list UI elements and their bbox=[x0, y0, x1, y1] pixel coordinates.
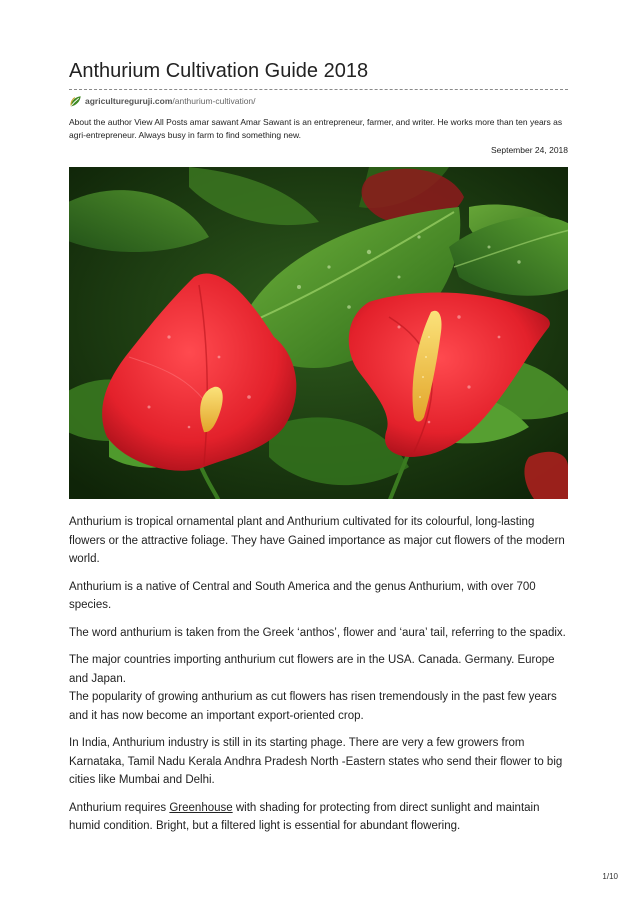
article-body bbox=[69, 513, 568, 845]
source-line bbox=[69, 94, 256, 108]
publish-date: September 24, 2018 bbox=[490, 145, 568, 155]
leaf-logo-icon bbox=[69, 95, 82, 108]
anthurium-photo bbox=[69, 167, 568, 499]
paragraph: The word anthurium is taken from the Greek ‘anthos’, flower and ‘aura’ tail, referring to the spadix. bbox=[69, 626, 566, 639]
title-divider bbox=[69, 89, 568, 90]
paragraph: Anthurium is a native of Central and South America and the genus Anthurium, with over 700 species. bbox=[69, 580, 536, 611]
paragraph: The major countries importing anthurium cut flowers are in the USA. Canada. Germany. Europe and Japan. bbox=[69, 654, 555, 685]
source-path: /anthurium-cultivation/ bbox=[172, 96, 256, 106]
author-blurb: About the author View All Posts amar sawant Amar Sawant is an entrepreneur, farmer, and writer. He works more than ten years as agri-entrepreneur. Always busy in farm to find something new. bbox=[69, 117, 563, 140]
paragraph: Anthurium is tropical ornamental plant and Anthurium cultivated for its colourful, long-lasting flowers or the attractive foliage. They have Gained importance as major cut flowers of the modern world. bbox=[69, 516, 565, 565]
paragraph-with-link bbox=[69, 799, 568, 836]
source-domain-link[interactable]: agricultureguruji.com bbox=[85, 96, 173, 106]
page-number: 1/10 bbox=[602, 872, 618, 881]
paragraph: The popularity of growing anthurium as cut flowers has risen tremendously in the past few years and it has now become an important export-oriented crop. bbox=[69, 691, 557, 722]
page-title: Anthurium Cultivation Guide 2018 bbox=[69, 60, 369, 82]
paragraph-text: with shading for protecting from direct sunlight and maintain humid condition. Bright, but a filtered light is essential for abundant flowering. bbox=[69, 801, 540, 832]
greenhouse-link[interactable]: Greenhouse bbox=[169, 801, 233, 814]
paragraph-text: Anthurium requires bbox=[69, 801, 170, 814]
paragraph: In India, Anthurium industry is still in its starting phage. There are very a few growers from Karnataka, Tamil Nadu Kerala Andhra Pradesh North -Eastern states who send their flower to big cities like Mumbai and Delhi. bbox=[69, 737, 563, 786]
